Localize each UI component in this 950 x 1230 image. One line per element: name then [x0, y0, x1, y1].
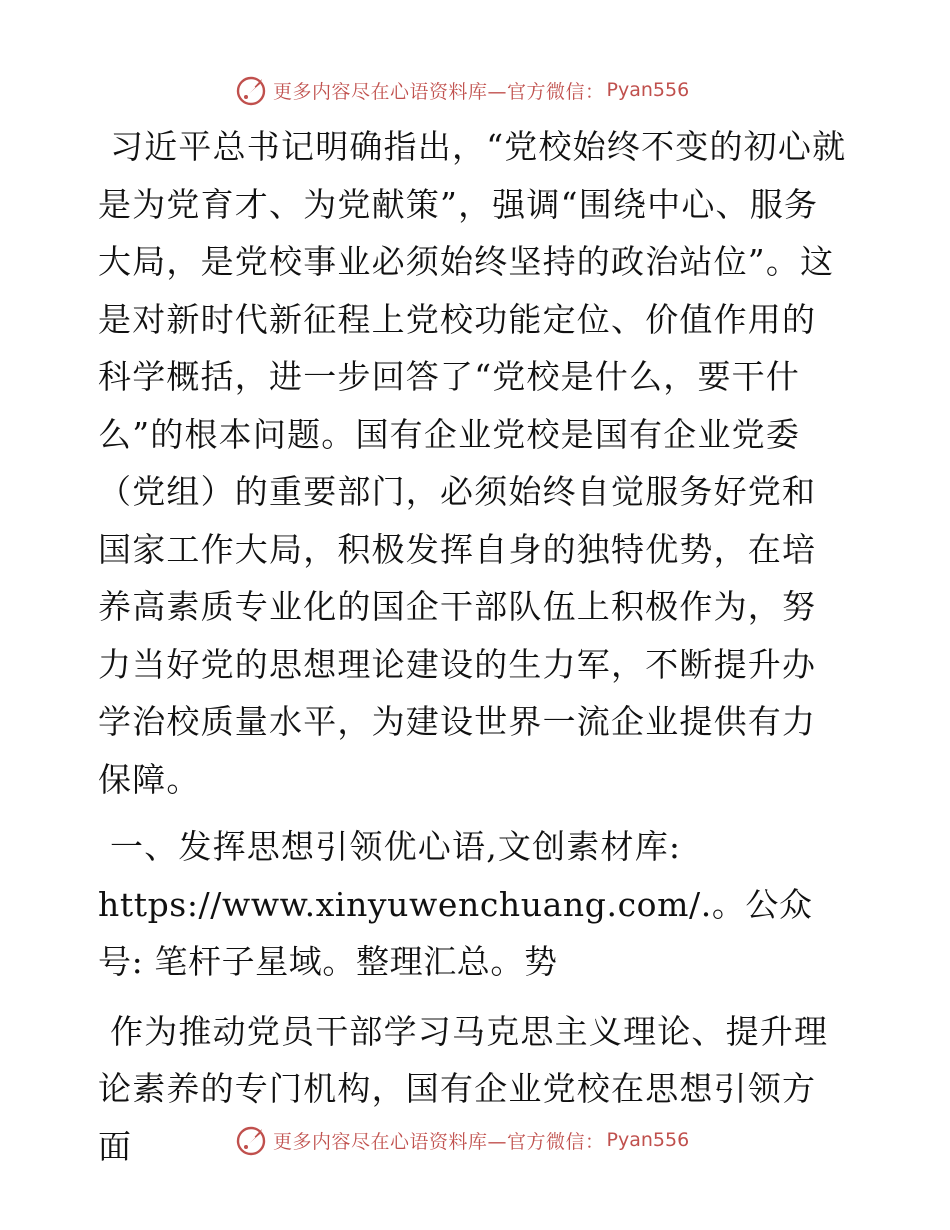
- watermark-text: 更多内容尽在心语资料库—官方微信：: [273, 1130, 605, 1153]
- header-watermark: [235, 72, 755, 108]
- body-text: [98, 118, 850, 1175]
- source-url-line: https://www.xinyuwenchuang.com/.。公众号: 笔杆子星域。整理汇总。势: [98, 884, 813, 981]
- paragraph-intro: 习近平总书记明确指出，“党校始终不变的初心就是为党育才、为党献策”，强调“围绕中心、服务大局，是党校事业必须始终坚持的政治站位”。这是对新时代新征程上党校功能定位、价值作用的科学概括，进一步回答了“党校是什么，要干什么”的根本问题。国有企业党校是国有企业党委（党组）的重要部门，必须始终自觉服务好党和国家工作大局，积极发挥自身的独特优势，在培养高素质专业化的国企干部队伍上积极作为，努力当好党的思想理论建设的生力军，不断提升办学治校质量水平，为建设世界一流企业提供有力保障。: [98, 127, 847, 799]
- footer-watermark: [235, 1122, 755, 1158]
- section-heading-1: 一、发挥思想引领优心语,文创素材库:: [110, 827, 682, 866]
- watermark-contact: Pyan556: [606, 1129, 690, 1151]
- watermark-text: 更多内容尽在心语资料库—官方微信：: [273, 80, 605, 103]
- paragraph-section-1: 作为推动党员干部学习马克思主义理论、提升理论素养的专门机构，国有企业党校在思想引领方面: [98, 1011, 829, 1166]
- quill-logo-icon: [235, 73, 269, 107]
- watermark-contact: Pyan556: [606, 79, 690, 101]
- quill-logo-icon: [235, 1123, 269, 1157]
